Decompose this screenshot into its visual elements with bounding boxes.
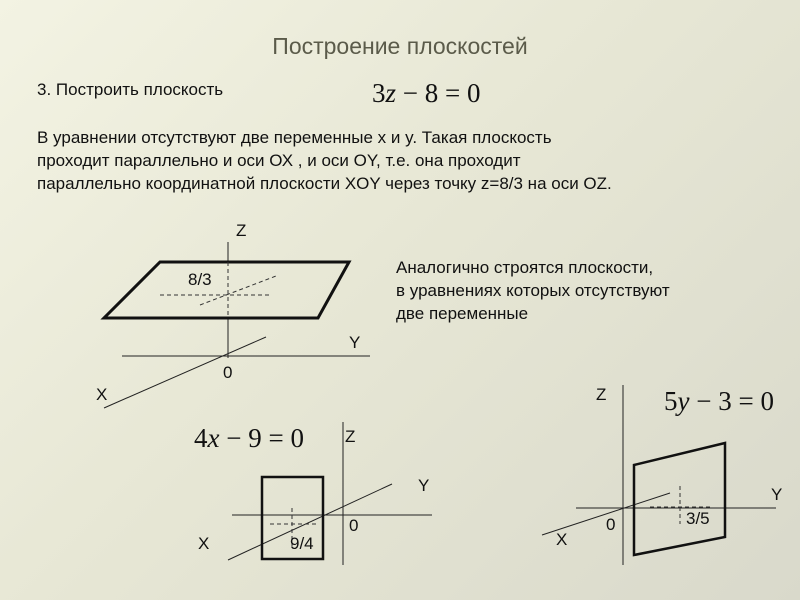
axis-label-y: Y — [771, 485, 783, 504]
equation-coef: 3 — [372, 78, 386, 108]
x-axis — [104, 337, 266, 408]
equation-rest: − 8 = 0 — [396, 78, 481, 108]
equation-rest: − 3 = 0 — [689, 386, 774, 416]
plane-y — [634, 443, 725, 555]
figure-main — [96, 221, 370, 408]
intercept-label: 3/5 — [686, 509, 710, 528]
equation-var: y — [677, 386, 690, 416]
axis-label-x: X — [198, 534, 210, 553]
equation-var: z — [385, 78, 397, 108]
origin-label: 0 — [349, 516, 359, 535]
note-line: Аналогично строятся плоскости, — [396, 258, 654, 277]
explanation-line: В уравнении отсутствуют две переменные x и y. Такая плоскость — [37, 128, 552, 147]
intercept-label: 9/4 — [290, 534, 314, 553]
axis-label-y: Y — [349, 333, 361, 352]
slide-title: Построение плоскостей — [272, 33, 528, 59]
equation-coef: 4 — [194, 423, 208, 453]
origin-label: 0 — [223, 363, 233, 382]
axis-label-z: Z — [345, 427, 356, 446]
task-label: 3. Построить плоскость — [37, 80, 224, 99]
axis-label-x: X — [96, 385, 108, 404]
axis-label-x: X — [556, 530, 568, 549]
explanation-line: параллельно координатной плоскости XOY через точку z=8/3 на оси OZ. — [37, 174, 612, 193]
equation-var: x — [207, 423, 220, 453]
equation-rest: − 9 = 0 — [219, 423, 304, 453]
note-line: в уравнениях которых отсутствуют — [396, 281, 670, 300]
figure-x-plane — [198, 422, 432, 565]
plane-z — [104, 262, 349, 318]
figure-y-plane — [542, 385, 782, 565]
axis-label-z: Z — [596, 385, 607, 404]
explanation-line: проходит параллельно и оси ОХ , и оси OY, т.е. она проходит — [37, 151, 521, 170]
note-line: две переменные — [396, 304, 529, 323]
equation-coef: 5 — [664, 386, 678, 416]
axis-label-y: Y — [418, 476, 430, 495]
axis-label-z: Z — [236, 221, 247, 240]
intercept-label: 8/3 — [188, 270, 212, 289]
origin-label: 0 — [606, 515, 616, 534]
